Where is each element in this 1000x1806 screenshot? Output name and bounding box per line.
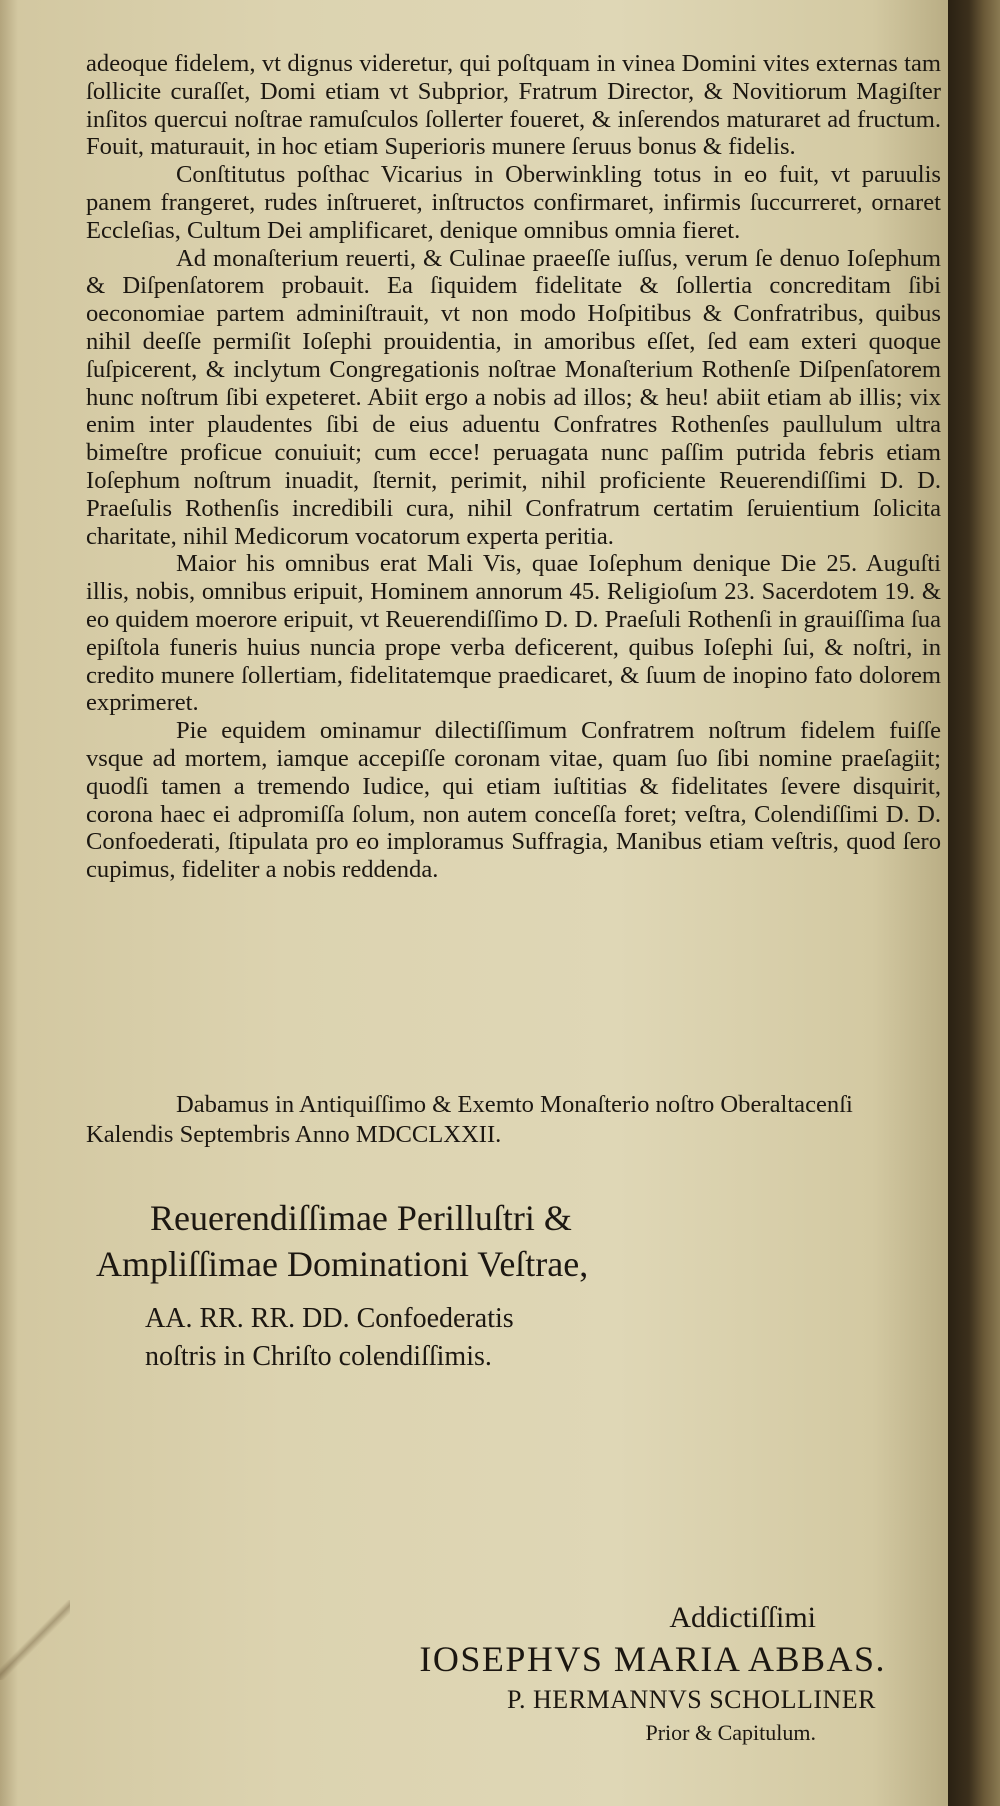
page-edge-shadow — [0, 0, 18, 1806]
book-spine-edge — [948, 0, 1000, 1806]
dateline: Dabamus in Antiquiſſimo & Exemto Monaſterio noſtro Oberaltacenſi Kalendis Septembris Anno MDCCLXXII. — [86, 1091, 853, 1148]
addressee-line-2: noſtris in Chriſto colendiſſimis. — [145, 1341, 492, 1372]
dateline-block — [86, 1090, 941, 1150]
body-text — [86, 50, 941, 884]
paragraph-2: Conſtitutus poſthac Vicarius in Oberwinkling totus in eo fuit, vt paruulis panem frangeret, rudes inſtrueret, inſtructos confirmaret, infirmis ſuccurreret, ornaret Eccleſias, Cultum Dei amplificaret, denique omnibus omnia fieret. — [86, 161, 941, 244]
paper-fold-crease — [0, 1600, 70, 1680]
signature-line-4: Prior & Capitulum. — [645, 1720, 816, 1745]
signature-block — [306, 1600, 886, 1748]
salutation-line-2: Ampliſſimae Dominationi Veſtrae, — [96, 1244, 589, 1284]
paragraph-4: Maior his omnibus erat Mali Vis, quae Ioſephum denique Die 25. Auguſti illis, nobis, omnibus eripuit, Hominem annorum 45. Religioſum 23. Sacerdotem 19. & eo quidem moerore eripuit, vt Reuerendiſſimo D. D. Praeſuli Rothenſi in grauiſſima ſua epiſtola funeris huius nuncia prope verba deficerent, quibus Ioſephi ſui, & noſtri, in credito munere ſollertiam, fidelitatemque praedicaret, & ſuum de inopino fato dolorem exprimeret. — [86, 550, 941, 717]
addressee — [145, 1300, 845, 1376]
signature-line-3: P. HERMANNVS SCHOLLINER — [506, 1685, 876, 1714]
paragraph-5: Pie equidem ominamur dilectiſſimum Confratrem noſtrum fidelem fuiſſe vsque ad mortem, iamque accepiſſe coronam vitae, quam ſuo ſibi nomine praeſagiit; quodſi tamen a tremendo Iudice, qui etiam iuſtitias & fidelitates ſevere disquirit, corona haec ei adpromiſſa ſolum, non autem conceſſa foret; veſtra, Colendiſſimi D. D. Confoederati, ſtipulata pro eo imploramus Suffragia, Manibus etiam veſtris, quod ſero cupimus, fideliter a nobis reddenda. — [86, 717, 941, 884]
signature-line-1: Addictiſſimi — [669, 1601, 816, 1634]
signature-line-2: IOSEPHVS MARIA ABBAS. — [419, 1639, 886, 1679]
addressee-line-1: AA. RR. RR. DD. Confoederatis — [145, 1303, 514, 1334]
salutation-line-1: Reuerendiſſimae Perilluſtri & — [150, 1198, 572, 1238]
salutation — [96, 1195, 876, 1287]
paragraph-1: adeoque fidelem, vt dignus videretur, qui poſtquam in vinea Domini vites externas tam ſollicite curaſſet, Domi etiam vt Subprior, Fratrum Director, & Novitiorum Magiſter inſitos quercui noſtrae ramuſculos ſollerter foueret, & inſerendos maturaret ad fructum. Fouit, maturauit, in hoc etiam Superioris munere ſeruus bonus & fidelis. — [86, 50, 941, 161]
paragraph-3: Ad monaſterium reuerti, & Culinae praeeſſe iuſſus, verum ſe denuo Ioſephum & Diſpenſatorem probauit. Ea ſiquidem fidelitate & ſollertia concreditam ſibi oeconomiae partem adminiſtrauit, vt non modo Hoſpitibus & Confratribus, quibus nihil deeſſe permiſit Ioſephi prouidentia, in amoribus eſſet, ſed eam exteri quoque ſuſpicerent, & inclytum Congregationis noſtrae Monaſterium Rothenſe Diſpenſatorem hunc noſtrum ſibi expeteret. Abiit ergo a nobis ad illos; & heu! abiit etiam ab illis; vix enim inter plaudentes ſibi de eius aduentu Confratres Rothenſes paullulum ultra bimeſtre proficue conuiuit; cum ecce! peruagata nunc paſſim putrida febris etiam Ioſephum noſtrum inuadit, ſternit, perimit, nihil proficiente Reuerendiſſimi D. D. Praeſulis Rothenſis incredibili cura, nihil Confratrum certatim ſeruientium ſolicita charitate, nihil Medicorum vocatorum experta peritia. — [86, 244, 941, 550]
